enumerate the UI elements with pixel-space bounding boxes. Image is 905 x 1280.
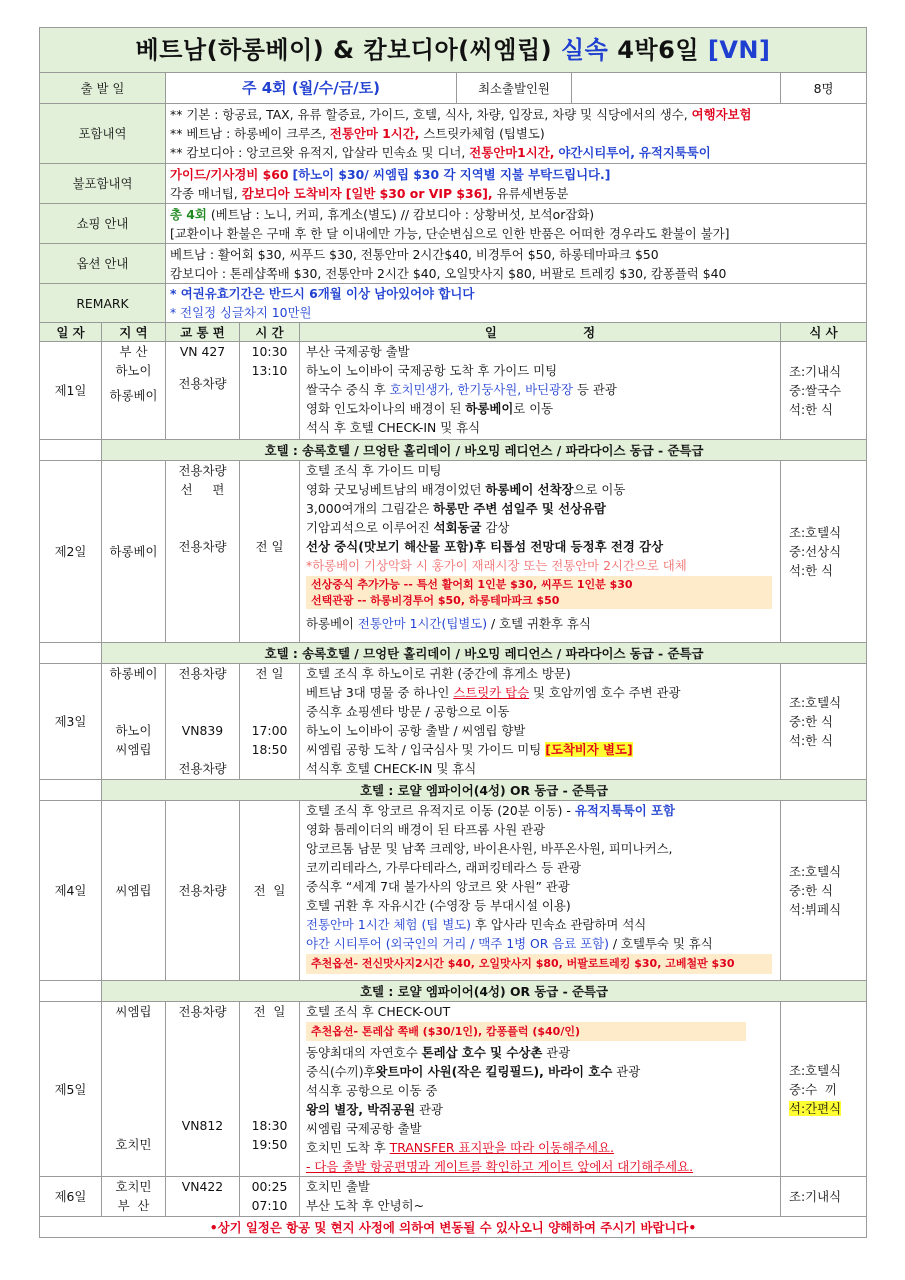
day-label: 제5일 (40, 1002, 102, 1177)
day-region: 씨엠립 (102, 801, 166, 981)
day-meals: 조:기내식 중:쌀국수 석:한 식 (781, 342, 867, 440)
day-row-5 (40, 1002, 867, 1177)
day-time: 00:25 07:10 (240, 1177, 300, 1217)
departure-value: 주 4회 (월/수/금/토) (166, 73, 457, 103)
day-label: 제3일 (40, 664, 102, 780)
day-transport: 전용차량 VN839 전용차량 (166, 664, 240, 780)
day-region: 하롱베이 하노이 씨엠립 (102, 664, 166, 780)
option-content: 베트남 : 활어회 $30, 씨푸드 $30, 전통안마 2시간$40, 비경투어 $50, 하롱테마파크 $50 캄보디아 : 톤레샵쪽배 $30, 전통안마 2시간 $40, 오일맛사지 $80, 버팔로 트레킹 $30, 캄퐁플럭 $40 (166, 244, 867, 284)
hotel-info: 호텔 : 로얄 엠파이어(4성) OR 동급 - 준특급 (102, 780, 867, 801)
day-meals: 조:호텔식 중:한 식 석:한 식 (781, 664, 867, 780)
day-meals: 조:호텔식 중:수 끼 석:간편식 (781, 1002, 867, 1177)
day-row-4 (40, 801, 867, 981)
day-time: 전 일 (240, 801, 300, 981)
day-region: 부 산 하노이 하롱베이 (102, 342, 166, 440)
include-content: ** 기본 : 항공료, TAX, 유류 할증료, 가이드, 호텔, 식사, 차량, 입장료, 차량 및 식당에서의 생수, 여행자보험 ** 베트남 : 하롱베이 크루즈, 전통안마 1시간, 스트릿카체험 (팁별도) ** 캄보디아 : 앙코르왓 유적지, 압살라 민속쇼 및 디너, 전통안마1시간, 야간시티투어, 유적지툭툭이 (166, 104, 867, 164)
hotel-row-3 (40, 780, 867, 801)
footer-notice: •상기 일정은 항공 및 현지 사정에 의하여 변동될 수 있사오니 양해하여 주시기 바랍니다• (40, 1217, 867, 1238)
option-note: 추천옵션- 전신맛사지2시간 $40, 오일맛사지 $80, 버팔로트레킹 $30, 고베철판 $30 (306, 954, 772, 974)
day-row-3 (40, 664, 867, 780)
day-transport: VN 427 전용차량 (166, 342, 240, 440)
day-label: 제1일 (40, 342, 102, 440)
departure-label: 출 발 일 (40, 73, 166, 104)
day-label: 제2일 (40, 461, 102, 643)
day-time: 전 일 (240, 461, 300, 643)
title-code: [VN] (707, 35, 771, 64)
itinerary-table (39, 27, 867, 1238)
option-note: 추천옵션- 톤레삽 쪽배 ($30/1인), 캄퐁플럭 ($40/인) (306, 1022, 746, 1041)
exclude-label: 불포함내역 (40, 164, 166, 204)
day-label: 제6일 (40, 1177, 102, 1217)
day-region: 호치민 부 산 (102, 1177, 166, 1217)
itinerary-sheet (39, 27, 866, 1238)
day-transport: 전용차량 (166, 801, 240, 981)
include-label: 포함내역 (40, 104, 166, 164)
exclude-content: 가이드/기사경비 $60 [하노이 $30/ 씨엠립 $30 각 지역별 지불 부탁드립니다.] 각종 매너팁, 캄보디아 도착비자 [일반 $30 or VIP $36], 유류세변동분 (166, 164, 867, 204)
day-time: 전 일 18:30 19:50 (240, 1002, 300, 1177)
hotel-row-1 (40, 440, 867, 461)
shopping-label: 쇼핑 안내 (40, 204, 166, 244)
remark-content: * 여권유효기간은 반드시 6개월 이상 남아있어야 합니다 * 전일정 싱글차지 10만원 (166, 284, 867, 323)
hotel-info: 호텔 : 송록호텔 / 므엉탄 홀리데이 / 바오밍 레디언스 / 파라다이스 동급 - 준특급 (102, 440, 867, 461)
day-meals: 조:호텔식 중:한 식 석:뷔페식 (781, 801, 867, 981)
day-row-2 (40, 461, 867, 643)
title-accent: 실속 (561, 35, 609, 64)
shopping-content: 총 4회 (베트남 : 노니, 커피, 휴게소(별도) // 캄보디아 : 상황버섯, 보석or잡화) [교환이나 환불은 구매 후 한 달 이내에만 가능, 단순변심으로 인한 반품은 어떠한 경우라도 환불이 불가] (166, 204, 867, 244)
day-row-6 (40, 1177, 867, 1217)
day-transport: VN422 (166, 1177, 240, 1217)
day-region: 씨엠립 호치민 (102, 1002, 166, 1177)
option-note: 선택관광 -- 하롱비경투어 $50, 하롱테마파크 $50 (306, 592, 772, 609)
hotel-row-4 (40, 981, 867, 1002)
title-duration: 4박6일 (617, 35, 700, 64)
day-time: 전 일 17:00 18:50 (240, 664, 300, 780)
remark-label: REMARK (40, 284, 166, 323)
hotel-info: 호텔 : 로얄 엠파이어(4성) OR 동급 - 준특급 (102, 981, 867, 1002)
day-schedule: 호텔 조식 후 앙코르 유적지로 이동 (20분 이동) - 유적지툭툭이 포함 영화 툼레이더의 배경이 된 타프롬 사원 관광 앙코르톰 남문 및 남쪽 크레앙, 바이욘사원, 바푸온사원, 피미나커스, 코끼리테라스, 가루다테라스, 래퍼킹테라스 등 관광 중식후 “세계 7대 불가사의 앙코르 왓 사원” 관광 호텔 귀환 후 자유시간 (수영장 등 부대시설 이용) 전통안마 1시간 체험 (팁 별도) 후 압사라 민속쇼 관람하며 석식 야간 시티투어 (외국인의 거리 / 맥주 1병 OR 음료 포함) / 호텔투숙 및 휴식 추천옵션- 전신맛사지2시간 $40, 오일맛사지 $80, 버팔로트레킹 $30, 고베철판 $30 (300, 801, 781, 981)
hotel-info: 호텔 : 송록호텔 / 므엉탄 홀리데이 / 바오밍 레디언스 / 파라다이스 동급 - 준특급 (102, 643, 867, 664)
day-meals: 조:호텔식 중:선상식 석:한 식 (781, 461, 867, 643)
day-meals: 조:기내식 (781, 1177, 867, 1217)
min-participants-label: 최소출발인원 (457, 73, 572, 103)
day-schedule: 호텔 조식 후 가이드 미팅 영화 굿모닝베트남의 배경이었던 하롱베이 선착장으로 이동 3,000여개의 그림같은 하롱만 주변 섬일주 및 선상유람 기암괴석으로 이루어진 석회동굴 감상 선상 중식(맛보기 해산물 포함)후 티톱섬 전망대 등정후 전경 감상 *하롱베이 기상악화 시 홍가이 재래시장 또는 전통안마 2시간으로 대체 선상중식 추가가능 -- 특선 활어회 1인분 $30, 씨푸드 1인분 $30 선택관광 -- 하롱비경투어 $50, 하롱테마파크 $50 하롱베이 전통안마 1시간(팁별도) / 호텔 귀환후 휴식 (300, 461, 781, 643)
day-schedule: 호텔 조식 후 하노이로 귀환 (중간에 휴게소 방문) 베트남 3대 명물 중 하나인 스트릿카 탑승 및 호암끼엠 호수 주변 관광 중식후 쇼핑센타 방문 / 공항으로 이동 하노이 노이바이 공항 출발 / 씨엠립 향발 씨엠립 공항 도착 / 입국심사 및 가이드 미팅 [도착비자 별도] 석식후 호텔 CHECK-IN 및 휴식 (300, 664, 781, 780)
option-note: 선상중식 추가가능 -- 특선 활어회 1인분 $30, 씨푸드 1인분 $30 (306, 576, 772, 593)
min-participants-value: 8명 (781, 73, 867, 104)
day-schedule: 호치민 출발 부산 도착 후 안녕히~ (300, 1177, 781, 1217)
day-label: 제4일 (40, 801, 102, 981)
option-label: 옵션 안내 (40, 244, 166, 284)
schedule-header: 일 자 지 역 교 통 편 시 간 일 정 식 사 (40, 323, 867, 342)
day-schedule: 호텔 조식 후 CHECK-OUT 추천옵션- 톤레삽 쪽배 ($30/1인), 캄퐁플럭 ($40/인) 동양최대의 자연호수 톤레삽 호수 및 수상촌 관광 중식(수끼)후왓트마이 사원(작은 킬링필드), 바라이 호수 관광 석식후 공항으로 이동 중 왕의 별장, 박쥐공원 관광 씨엠립 국제공항 출발 호치민 도착 후 TRANSFER 표지판을 따라 이동해주세요. - 다음 출발 항공편명과 게이트를 확인하고 게이트 앞에서 대기해주세요. (300, 1002, 781, 1177)
day-time: 10:30 13:10 (240, 342, 300, 440)
day-region: 하롱베이 (102, 461, 166, 643)
page-title (40, 28, 867, 73)
hotel-row-2 (40, 643, 867, 664)
day-transport: 전용차량 VN812 (166, 1002, 240, 1177)
day-transport: 전용차량 선 편 전용차량 (166, 461, 240, 643)
day-schedule: 부산 국제공항 출발 하노이 노이바이 국제공항 도착 후 가이드 미팅 쌀국수 중식 후 호치민생가, 한기둥사원, 바딘광장 등 관광 영화 인도차이나의 배경이 된 하롱베이로 이동 석식 후 호텔 CHECK-IN 및 휴식 (300, 342, 781, 440)
title-main: 베트남(하롱베이) & 캄보디아(씨엠립) (135, 35, 553, 64)
day-row-1 (40, 342, 867, 440)
